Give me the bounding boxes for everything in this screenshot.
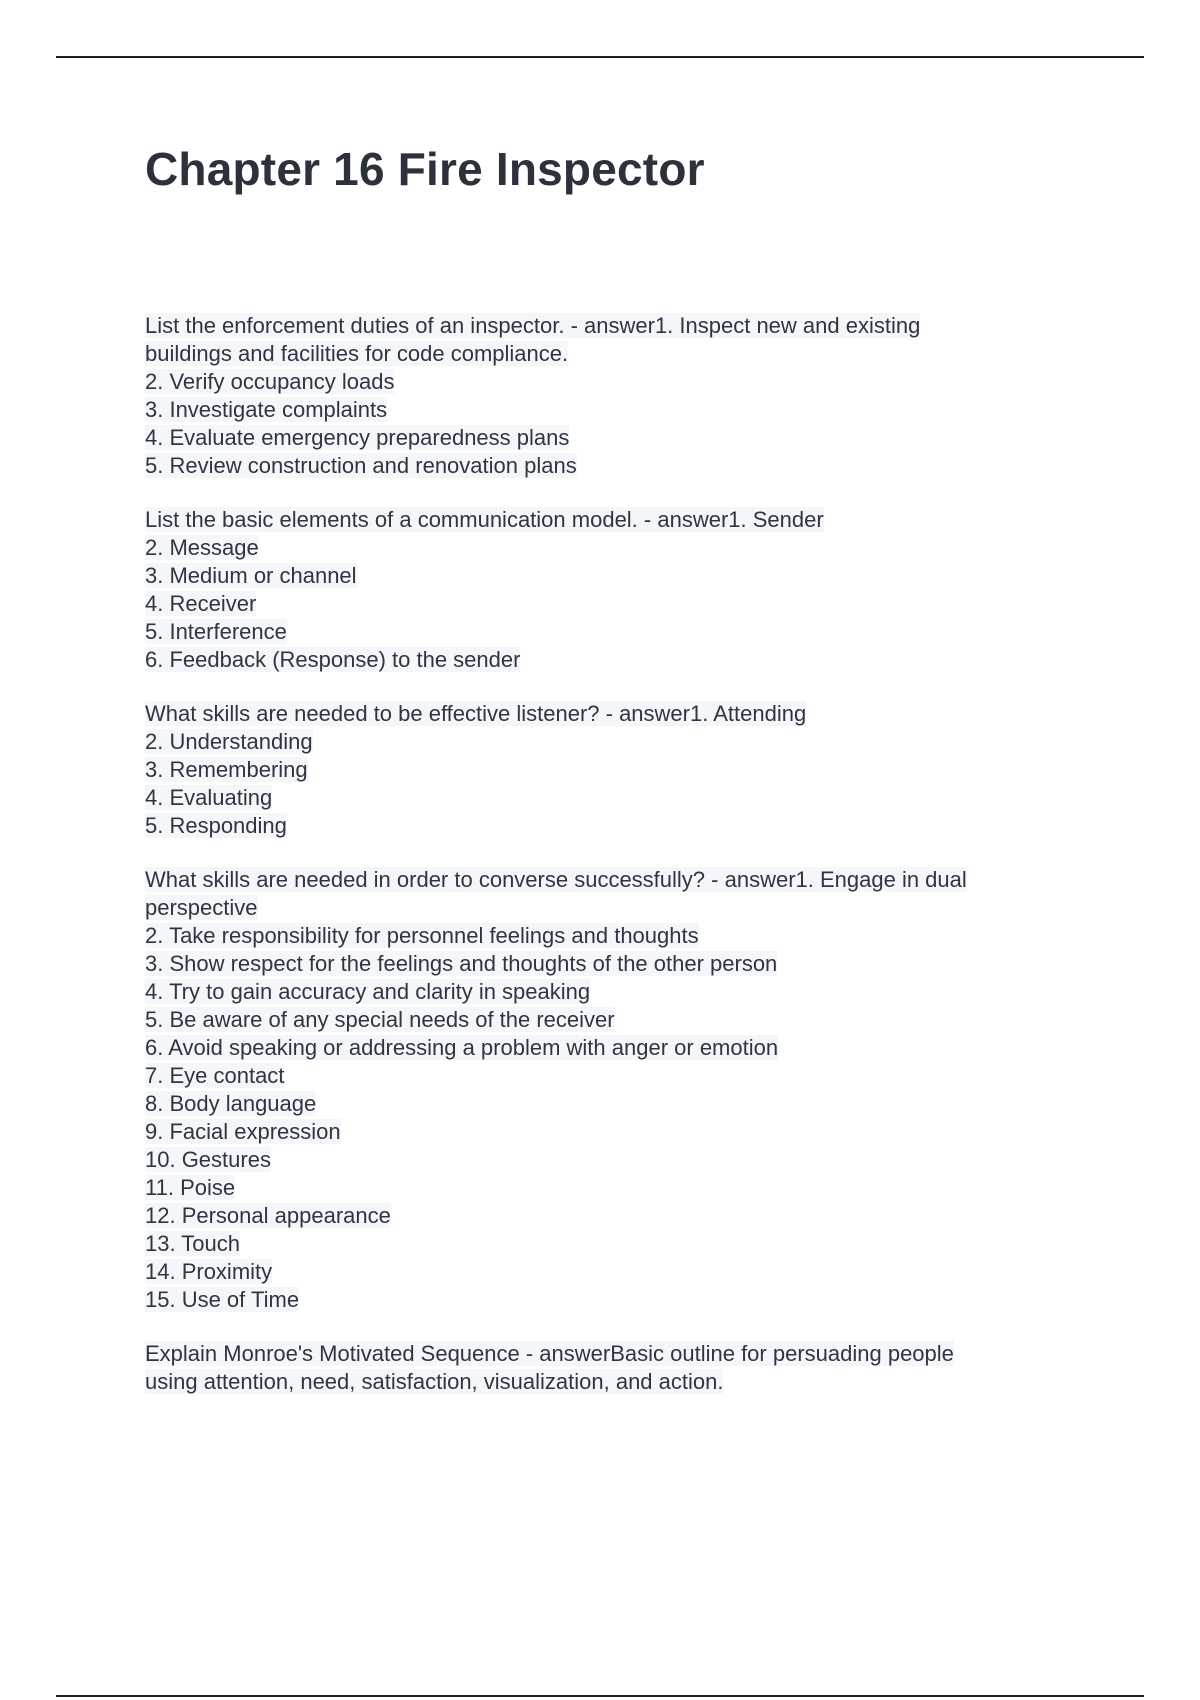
- text-line: 6. Feedback (Response) to the sender: [145, 647, 521, 672]
- text-line: 2. Take responsibility for personnel feelings and thoughts: [145, 923, 699, 948]
- bottom-rule: [56, 1695, 1144, 1697]
- text-line: 5. Interference: [145, 619, 287, 644]
- text-line: 13. Touch: [145, 1231, 241, 1256]
- text-line: 9. Facial expression: [145, 1119, 341, 1144]
- page-title: Chapter 16 Fire Inspector: [145, 143, 705, 195]
- text-line: 3. Investigate complaints: [145, 397, 388, 422]
- text-line: 12. Personal appearance: [145, 1203, 391, 1228]
- text-line: 3. Medium or channel: [145, 563, 357, 588]
- text-line: 11. Poise: [145, 1175, 236, 1200]
- text-line: 4. Evaluate emergency preparedness plans: [145, 425, 570, 450]
- text-line: List the enforcement duties of an inspector. - answer1. Inspect new and existing: [145, 313, 921, 338]
- text-line: 3. Remembering: [145, 757, 308, 782]
- text-line: using attention, need, satisfaction, visualization, and action.: [145, 1369, 724, 1394]
- text-line: 4. Try to gain accuracy and clarity in speaking: [145, 979, 591, 1004]
- text-line: 8. Body language: [145, 1091, 317, 1116]
- qa-block-converse-successfully: [145, 866, 1065, 1314]
- text-line: buildings and facilities for code compliance.: [145, 341, 569, 366]
- document-body: [145, 312, 1065, 1422]
- text-line: 10. Gestures: [145, 1147, 271, 1172]
- top-rule: [56, 56, 1144, 58]
- text-line: What skills are needed in order to converse successfully? - answer1. Engage in dual: [145, 867, 967, 892]
- text-line: perspective: [145, 895, 258, 920]
- text-line: 15. Use of Time: [145, 1287, 300, 1312]
- text-line: 14. Proximity: [145, 1259, 273, 1284]
- text-line: 5. Responding: [145, 813, 287, 838]
- text-line: 2. Understanding: [145, 729, 313, 754]
- qa-block-monroes-sequence: [145, 1340, 1065, 1396]
- text-line: 4. Receiver: [145, 591, 257, 616]
- text-line: Explain Monroe's Motivated Sequence - answerBasic outline for persuading people: [145, 1341, 954, 1366]
- text-line: 5. Be aware of any special needs of the receiver: [145, 1007, 615, 1032]
- text-line: 7. Eye contact: [145, 1063, 285, 1088]
- text-line: 4. Evaluating: [145, 785, 273, 810]
- qa-block-effective-listener: [145, 700, 1065, 840]
- text-line: 5. Review construction and renovation plans: [145, 453, 577, 478]
- qa-block-communication-model: [145, 506, 1065, 674]
- qa-block-enforcement-duties: [145, 312, 1065, 480]
- text-line: 3. Show respect for the feelings and thoughts of the other person: [145, 951, 778, 976]
- text-line: 2. Message: [145, 535, 259, 560]
- text-line: 2. Verify occupancy loads: [145, 369, 395, 394]
- text-line: 6. Avoid speaking or addressing a problem with anger or emotion: [145, 1035, 779, 1060]
- text-line: What skills are needed to be effective listener? - answer1. Attending: [145, 701, 807, 726]
- text-line: List the basic elements of a communication model. - answer1. Sender: [145, 507, 824, 532]
